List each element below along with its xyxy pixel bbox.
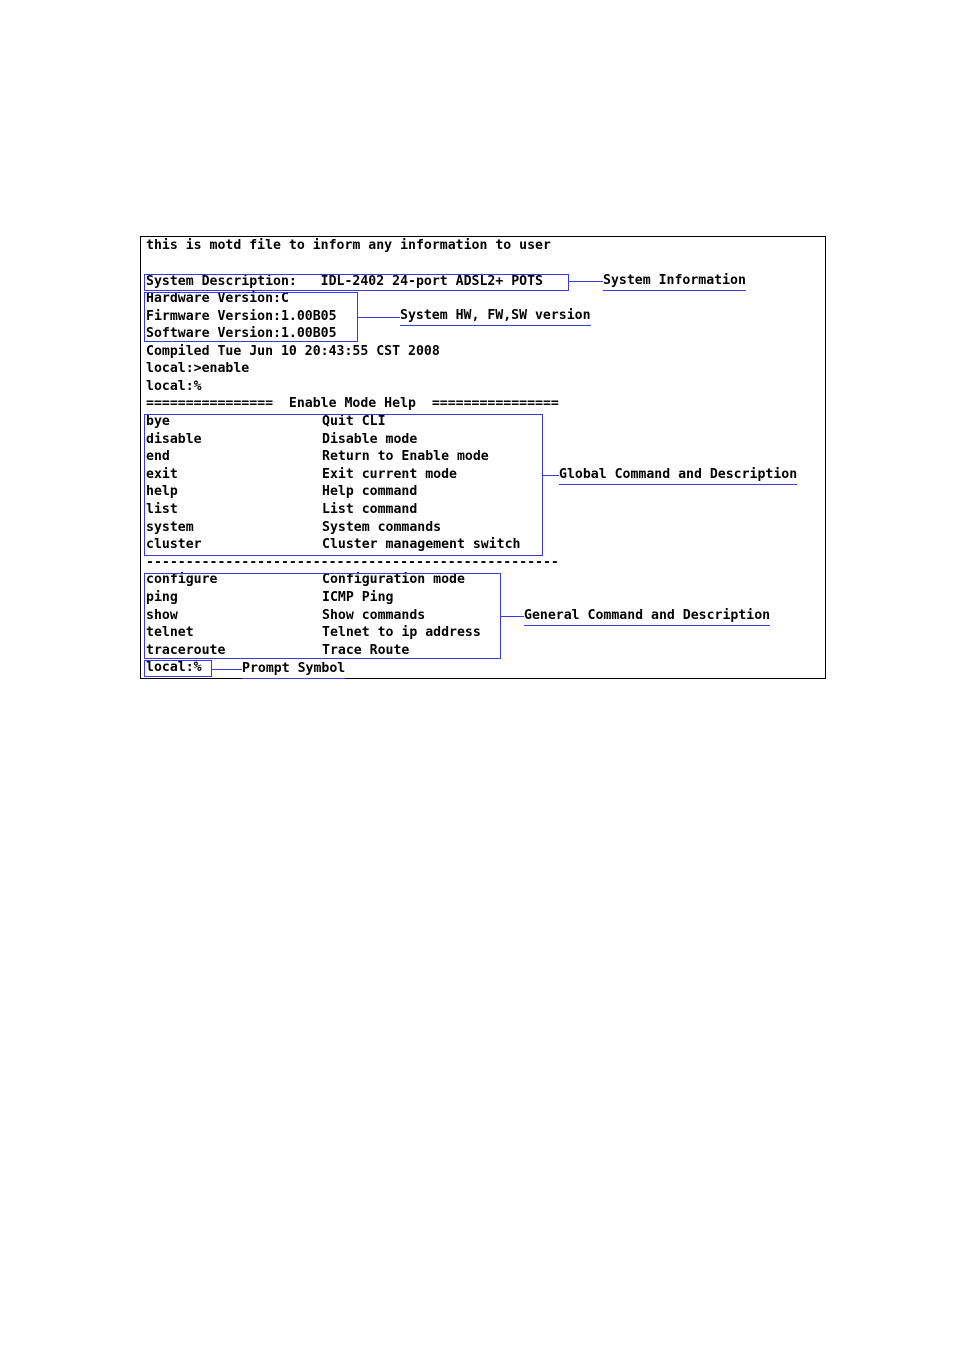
firmware-version-line: Firmware Version:1.00B05 [146, 309, 337, 324]
general-cmd-desc: Telnet to ip address [322, 625, 481, 640]
system-information-label: System Information [603, 272, 746, 291]
general-cmd-desc: Show commands [322, 608, 426, 623]
global-cmd-desc: Disable mode [322, 432, 418, 447]
general-cmd: configure [146, 572, 218, 587]
global-cmd-desc: Quit CLI [322, 414, 386, 429]
system-versions-label: System HW, FW,SW version [400, 307, 591, 326]
global-command-connector [543, 475, 559, 476]
terminal-screenshot [140, 236, 826, 679]
general-command-connector [501, 616, 524, 617]
global-cmd: exit [146, 467, 178, 482]
general-cmd-desc: ICMP Ping [322, 590, 394, 605]
global-cmd: help [146, 484, 178, 499]
separator-line: ---------------------------------------------------- [146, 555, 559, 570]
global-cmd-desc: List command [322, 502, 418, 517]
global-command-box [144, 414, 543, 556]
final-prompt-line: local:% [146, 660, 202, 675]
global-cmd: cluster [146, 537, 202, 552]
global-cmd-desc: Cluster management switch [322, 537, 521, 552]
global-cmd: disable [146, 432, 202, 447]
enable-command-line: local:>enable [146, 361, 250, 376]
system-versions-box [144, 292, 358, 342]
general-command-label: General Command and Description [524, 607, 770, 626]
global-command-label: Global Command and Description [559, 466, 797, 485]
enable-prompt-line: local:% [146, 379, 202, 394]
motd-line: this is motd file to inform any information to user [146, 238, 551, 253]
prompt-symbol-connector [212, 669, 242, 670]
general-cmd-desc: Trace Route [322, 643, 410, 658]
general-command-box [144, 573, 501, 659]
global-cmd: system [146, 520, 194, 535]
general-cmd: show [146, 608, 178, 623]
global-cmd: bye [146, 414, 170, 429]
global-cmd-desc: Help command [322, 484, 418, 499]
global-cmd-desc: Exit current mode [322, 467, 457, 482]
software-version-line: Software Version:1.00B05 [146, 326, 337, 341]
hardware-version-line: Hardware Version:C [146, 291, 289, 306]
compiled-line: Compiled Tue Jun 10 20:43:55 CST 2008 [146, 344, 440, 359]
general-cmd: traceroute [146, 643, 226, 658]
help-header-line: ================ Enable Mode Help ================ [146, 396, 559, 411]
global-cmd-desc: Return to Enable mode [322, 449, 489, 464]
general-cmd: telnet [146, 625, 194, 640]
prompt-symbol-box [144, 660, 212, 677]
system-description-line: System Description: IDL-2402 24-port ADSL2+ POTS [146, 274, 543, 289]
prompt-symbol-label: Prompt Symbol [242, 660, 345, 679]
system-information-connector [569, 281, 603, 282]
system-versions-connector [358, 317, 400, 318]
general-cmd-desc: Configuration mode [322, 572, 465, 587]
global-cmd: list [146, 502, 178, 517]
system-information-box [144, 274, 569, 291]
global-cmd-desc: System commands [322, 520, 442, 535]
general-cmd: ping [146, 590, 178, 605]
global-cmd: end [146, 449, 170, 464]
